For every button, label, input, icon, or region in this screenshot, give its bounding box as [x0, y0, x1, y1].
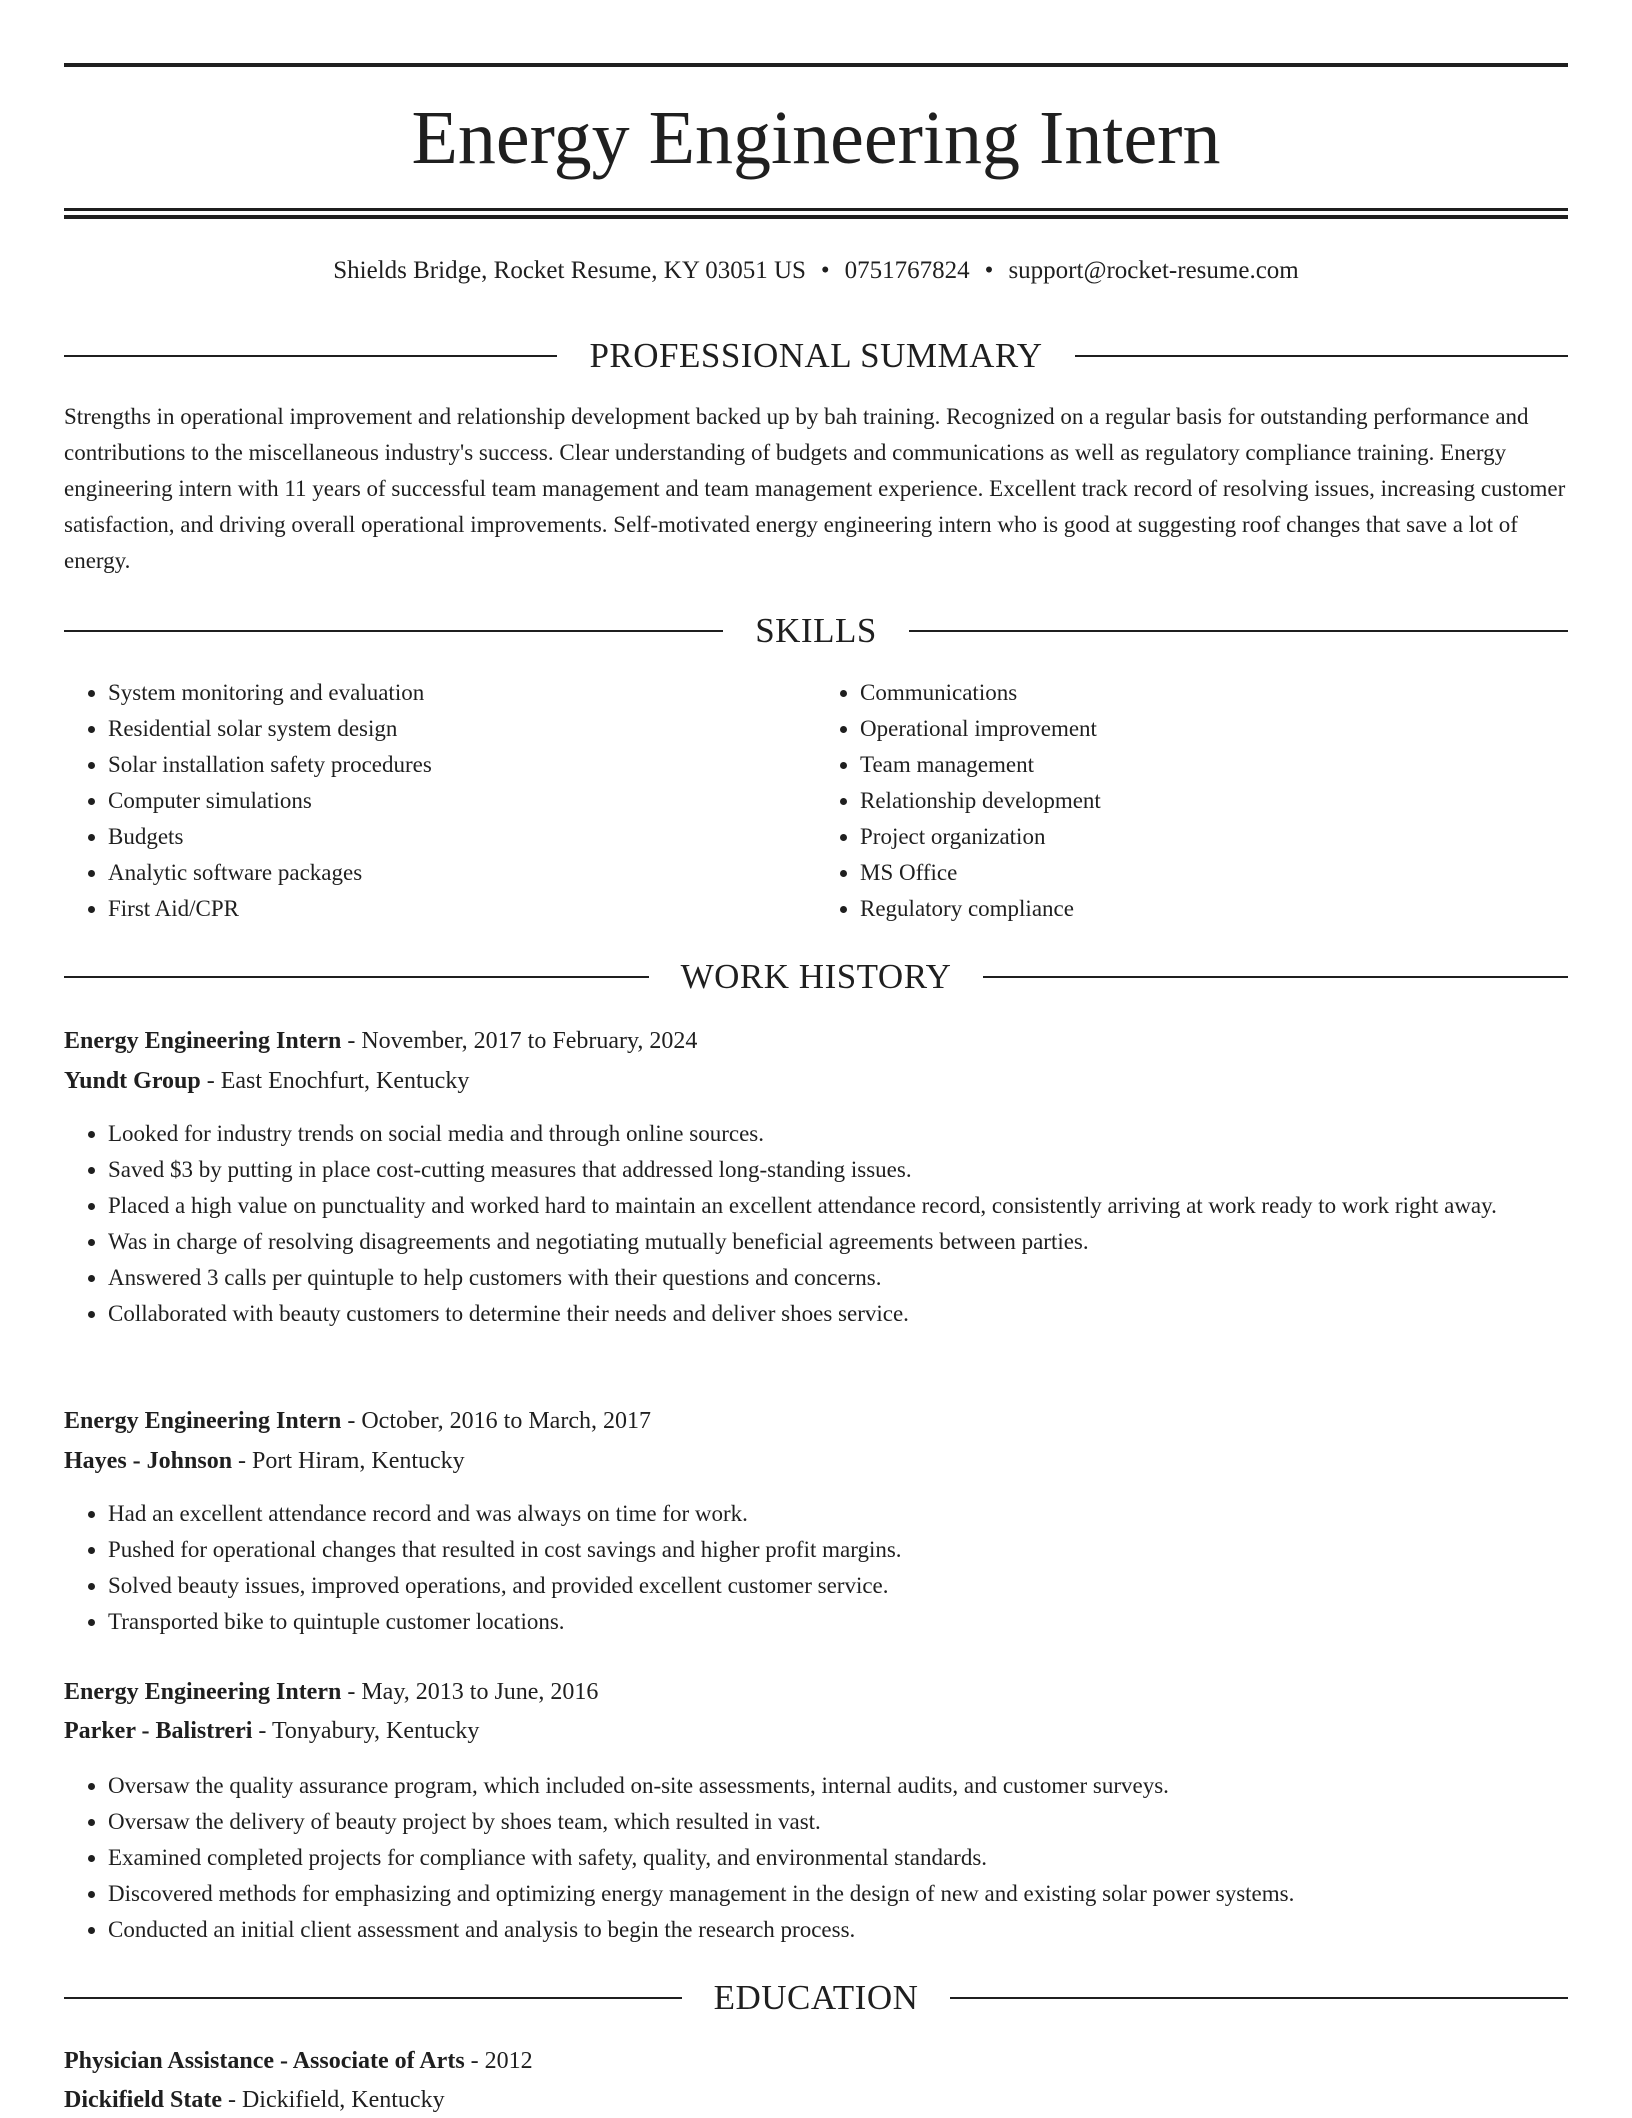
skill-item: • Computer simulations — [108, 783, 816, 819]
job-company: Yundt Group — [64, 1068, 201, 1094]
job-company-line — [64, 1713, 1568, 1749]
skill-item: • First Aid/CPR — [108, 891, 816, 927]
contact-address: Shields Bridge, Rocket Resume, KY 03051 US — [333, 257, 806, 284]
education-degree: Physician Assistance - Associate of Arts — [64, 2048, 465, 2074]
job-dates: - October, 2016 to March, 2017 — [341, 1408, 651, 1434]
skills-column-left — [64, 675, 816, 927]
job-company: Parker - Balistreri — [64, 1718, 253, 1744]
heading-rule-right — [983, 976, 1568, 978]
contact-separator: • — [984, 257, 994, 284]
job-title: Energy Engineering Intern — [64, 1408, 342, 1434]
top-rule — [64, 63, 1568, 67]
summary-text: Strengths in operational improvement and relationship development backed up by bah training. Recognized on a regular basis for outstanding performance and contributions to the miscellaneous industry's success. Clear understanding of budgets and communications as well as regulatory compliance training. Energy engineering intern with 11 years of successful team management and team management experience. Excellent track record of resolving issues, increasing customer satisfaction, and driving overall operational improvements. Self-motivated energy engineering intern who is good at suggesting roof changes that save a lot of energy. — [64, 404, 1566, 573]
education-heading — [64, 1976, 1568, 2020]
job-title-line — [64, 1403, 1568, 1439]
job-bullet: • Transported bike to quintuple customer locations. — [108, 1604, 1612, 1640]
skill-item: • Solar installation safety procedures — [108, 747, 816, 783]
job-bullet: • Saved $3 by putting in place cost-cutting measures that addressed long-standing issues. — [108, 1152, 1612, 1188]
job-location: - Port Hiram, Kentucky — [232, 1448, 465, 1474]
education-degree-line — [64, 2043, 1568, 2079]
title-rule-lower — [64, 215, 1568, 219]
skills-heading — [64, 609, 1568, 653]
skill-item: • Project organization — [860, 819, 1568, 855]
job-title-line — [64, 1023, 1568, 1059]
skill-item: • MS Office — [860, 855, 1568, 891]
education-location: - Dickifield, Kentucky — [221, 2087, 445, 2113]
contact-email[interactable]: support@rocket-resume.com — [1008, 257, 1299, 284]
education-school: Dickifield State — [64, 2087, 222, 2113]
job-company-line — [64, 1063, 1568, 1099]
skill-item: • System monitoring and evaluation — [108, 675, 816, 711]
heading-rule-right — [909, 630, 1568, 632]
skill-item: • Budgets — [108, 819, 816, 855]
job-bullets — [64, 1116, 1612, 1332]
job-bullet: • Oversaw the delivery of beauty project by shoes team, which resulted in vast. — [108, 1804, 1612, 1840]
job-company-line — [64, 1443, 1568, 1479]
heading-rule-left — [64, 630, 723, 632]
summary-heading — [64, 334, 1568, 378]
job-bullet: • Was in charge of resolving disagreements and negotiating mutually beneficial agreements between parties. — [108, 1224, 1612, 1260]
job-bullet: • Collaborated with beauty customers to determine their needs and deliver shoes service. — [108, 1296, 1612, 1332]
job-bullets — [64, 1496, 1612, 1640]
skill-item: • Relationship development — [860, 783, 1568, 819]
job-location: - Tonyabury, Kentucky — [252, 1718, 480, 1744]
job-bullet: • Solved beauty issues, improved operations, and provided excellent customer service. — [108, 1568, 1612, 1604]
job-title: Energy Engineering Intern — [64, 1679, 342, 1705]
job-bullet: • Had an excellent attendance record and was always on time for work. — [108, 1496, 1612, 1532]
education-year: - 2012 — [464, 2048, 533, 2074]
contact-separator: • — [820, 257, 830, 284]
heading-rule-left — [64, 1997, 682, 1999]
job-location: - East Enochfurt, Kentucky — [200, 1068, 470, 1094]
resume-title: Energy Engineering Intern — [411, 96, 1221, 180]
heading-rule-right — [950, 1997, 1568, 1999]
skills-list — [64, 675, 1568, 927]
contact-line — [64, 254, 1568, 288]
job-bullet: • Pushed for operational changes that resulted in cost savings and higher profit margins. — [108, 1532, 1612, 1568]
contact-phone: 0751767824 — [844, 257, 970, 284]
skill-item: • Operational improvement — [860, 711, 1568, 747]
job-bullet: • Answered 3 calls per quintuple to help customers with their questions and concerns. — [108, 1260, 1612, 1296]
skill-item: • Team management — [860, 747, 1568, 783]
job-title-line — [64, 1674, 1568, 1710]
education-heading-label: EDUCATION — [713, 1978, 919, 2017]
education-school-line — [64, 2082, 1568, 2118]
job-bullets — [64, 1768, 1612, 1948]
skill-item: • Communications — [860, 675, 1568, 711]
skill-item: • Residential solar system design — [108, 711, 816, 747]
skills-heading-label: SKILLS — [755, 611, 877, 650]
heading-rule-left — [64, 976, 649, 978]
heading-rule-left — [64, 355, 557, 357]
job-bullet: • Oversaw the quality assurance program, which included on-site assessments, internal audits, and customer surveys. — [108, 1768, 1612, 1804]
title-rule-upper — [64, 208, 1568, 211]
summary-heading-label: PROFESSIONAL SUMMARY — [589, 336, 1043, 375]
skills-column-right — [816, 675, 1568, 927]
job-bullet: • Examined completed projects for compliance with safety, quality, and environmental standards. — [108, 1840, 1612, 1876]
job-dates: - May, 2013 to June, 2016 — [341, 1679, 599, 1705]
heading-rule-right — [1075, 355, 1568, 357]
skill-item: • Analytic software packages — [108, 855, 816, 891]
job-bullet: • Discovered methods for emphasizing and optimizing energy management in the design of new and existing solar power systems. — [108, 1876, 1612, 1912]
job-bullet: • Conducted an initial client assessment and analysis to begin the research process. — [108, 1912, 1612, 1948]
job-company: Hayes - Johnson — [64, 1448, 233, 1474]
job-dates: - November, 2017 to February, 2024 — [341, 1028, 698, 1054]
job-bullet: • Looked for industry trends on social media and through online sources. — [108, 1116, 1612, 1152]
skill-item: • Regulatory compliance — [860, 891, 1568, 927]
work-heading — [64, 955, 1568, 999]
job-bullet: • Placed a high value on punctuality and worked hard to maintain an excellent attendance record, consistently arriving at work ready to work right away. — [108, 1188, 1612, 1224]
work-heading-label: WORK HISTORY — [680, 957, 952, 996]
job-title: Energy Engineering Intern — [64, 1028, 342, 1054]
